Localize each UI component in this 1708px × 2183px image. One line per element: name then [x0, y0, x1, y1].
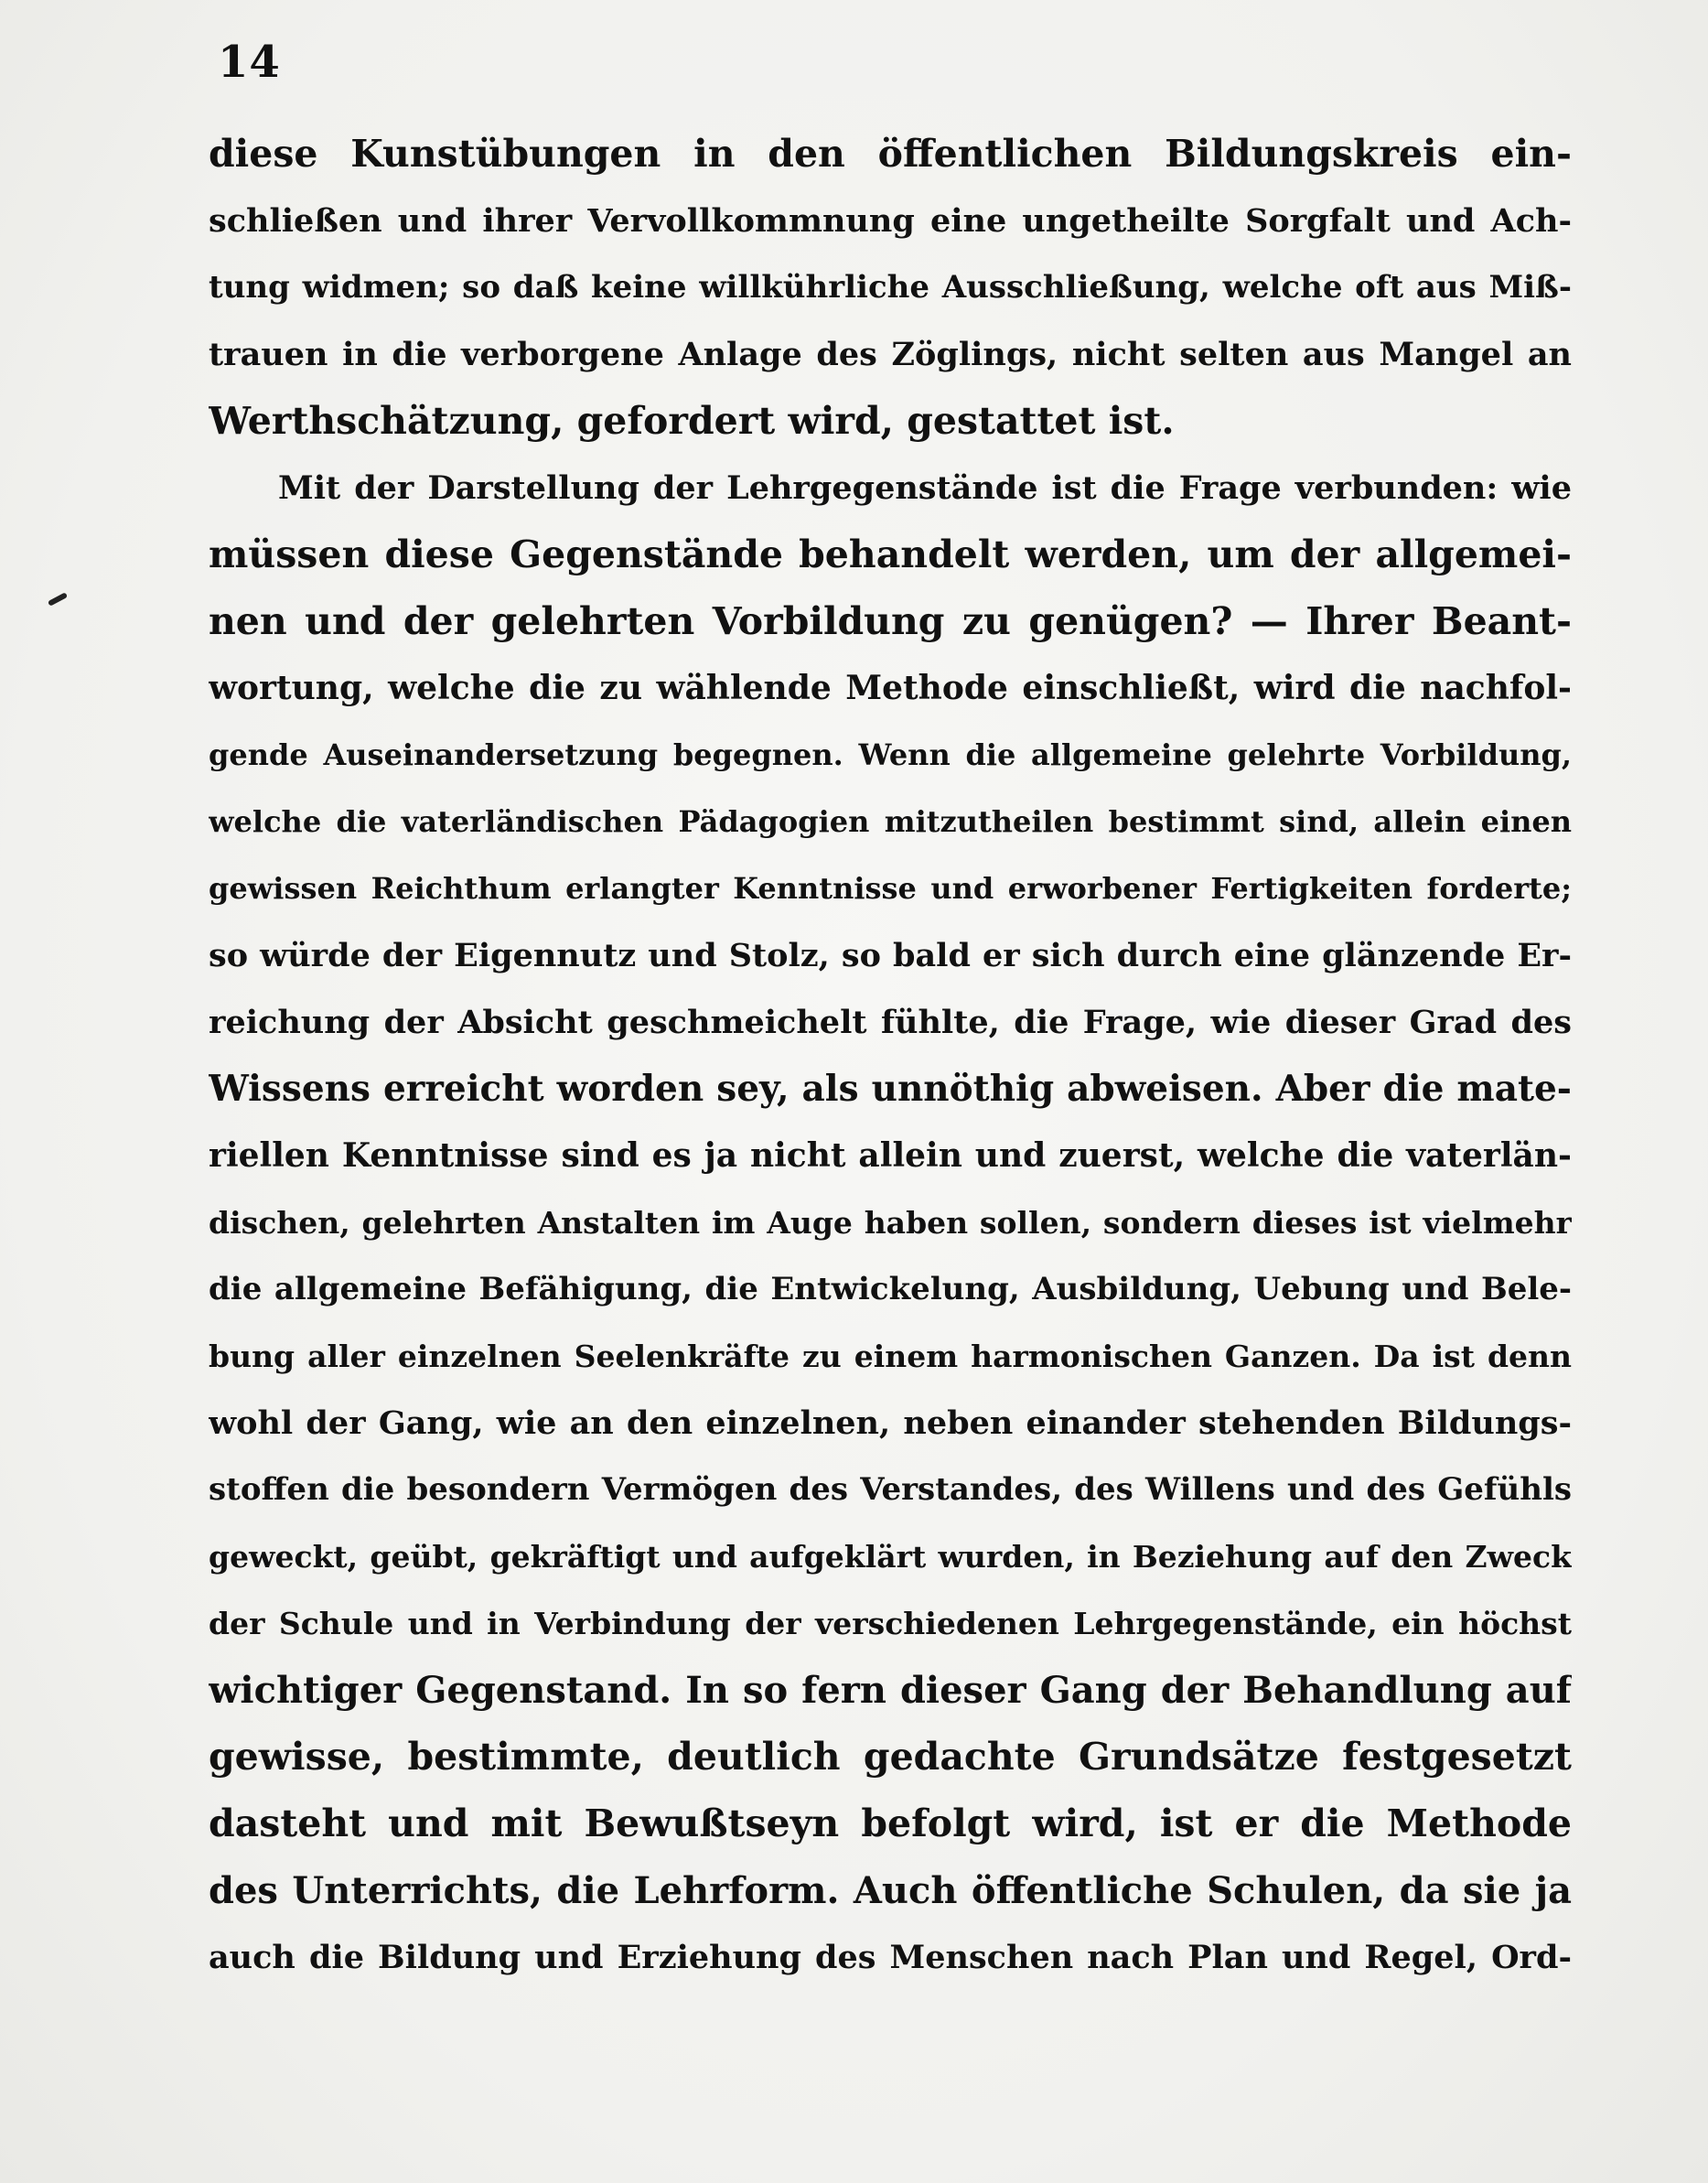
text-line: wichtiger Gegenstand. In so fern dieser Gang der Behandlung auf	[209, 1669, 1572, 1712]
page-number: 14	[218, 37, 281, 88]
text-line: schließen und ihrer Vervollkommnung eine ungetheilte Sorgfalt und Ach-	[209, 202, 1572, 240]
margin-mark	[48, 592, 68, 607]
text-line: reichung der Absicht geschmeichelt fühlte, die Frage, wie dieser Grad des	[209, 1004, 1572, 1041]
text-line: trauen in die verborgene Anlage des Zöglings, nicht selten aus Mangel an	[209, 336, 1572, 373]
text-line: müssen diese Gegenstände behandelt werden, um der allgemei-	[209, 532, 1572, 576]
text-line: stoffen die besondern Vermögen des Verstandes, des Willens und des Gefühls	[209, 1471, 1572, 1508]
text-line: so würde der Eigennutz und Stolz, so bald er sich durch eine glänzende Er-	[209, 937, 1572, 974]
text-line: riellen Kenntnisse sind es ja nicht allein und zuerst, welche die vaterlän-	[209, 1136, 1572, 1175]
text-line: gewisse, bestimmte, deutlich gedachte Grundsätze festgesetzt	[209, 1735, 1572, 1779]
text-line: der Schule und in Verbindung der verschiedenen Lehrgegenstände, ein höchst	[209, 1606, 1572, 1641]
text-line: gewissen Reichthum erlangter Kenntnisse und erworbener Fertigkeiten forderte;	[209, 871, 1572, 906]
body-text	[209, 121, 1572, 1991]
text-line: Werthschätzung, gefordert wird, gestattet ist.	[209, 399, 1175, 443]
text-line: gende Auseinandersetzung begegnen. Wenn die allgemeine gelehrte Vorbildung,	[209, 737, 1572, 772]
text-line: des Unterrichts, die Lehrform. Auch öffentliche Schulen, da sie ja	[209, 1869, 1572, 1912]
text-line: nen und der gelehrten Vorbildung zu genügen? — Ihrer Beant-	[209, 599, 1572, 643]
text-line: welche die vaterländischen Pädagogien mitzutheilen bestimmt sind, allein einen	[209, 804, 1572, 839]
text-line: bung aller einzelnen Seelenkräfte zu einem harmonischen Ganzen. Da ist denn	[209, 1339, 1572, 1374]
text-line: die allgemeine Befähigung, die Entwickelung, Ausbildung, Uebung und Bele-	[209, 1271, 1572, 1307]
text-line: wortung, welche die zu wählende Methode einschließt, wird die nachfol-	[209, 669, 1572, 707]
text-line: auch die Bildung und Erziehung des Menschen nach Plan und Regel, Ord-	[209, 1939, 1572, 1976]
text-line: wohl der Gang, wie an den einzelnen, neben einander stehenden Bildungs-	[209, 1404, 1572, 1442]
text-line: diese Kunstübungen in den öffentlichen Bildungskreis ein-	[209, 132, 1572, 176]
text-line: Mit der Darstellung der Lehrgegenstände ist die Frage verbunden: wie	[278, 469, 1572, 507]
text-line: tung widmen; so daß keine willkührliche Ausschließung, welche oft aus Miß-	[209, 269, 1572, 306]
text-line: dasteht und mit Bewußtseyn befolgt wird, ist er die Methode	[209, 1801, 1572, 1845]
text-line: geweckt, geübt, gekräftigt und aufgeklärt wurden, in Beziehung auf den Zweck	[209, 1539, 1572, 1575]
text-line: Wissens erreicht worden sey, als unnöthig abweisen. Aber die mate-	[209, 1068, 1572, 1110]
text-line: dischen, gelehrten Anstalten im Auge haben sollen, sondern dieses ist vielmehr	[209, 1205, 1572, 1241]
